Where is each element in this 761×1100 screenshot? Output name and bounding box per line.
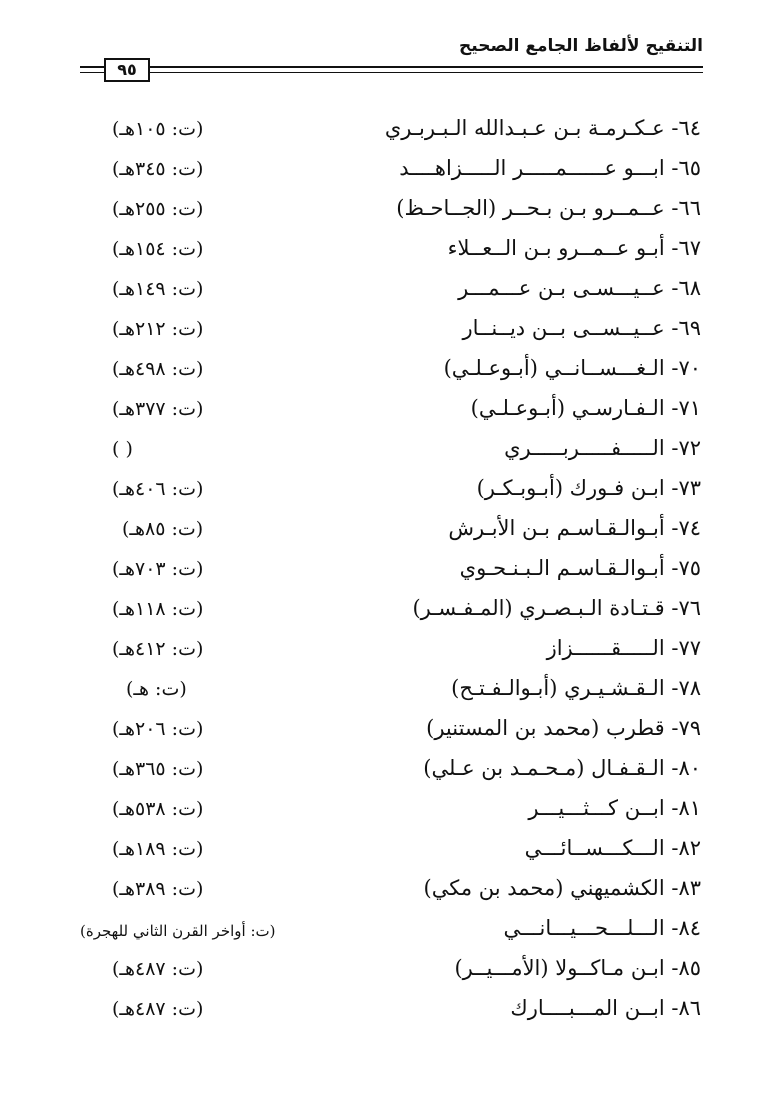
entry-name: ٨٦- ابــن المـــبــــارك [510, 996, 701, 1020]
header-rule-left-top [80, 66, 104, 68]
entry-date: (ت: ٢٥٥هـ) [112, 198, 204, 220]
entry-date: (ت: ٤٨٧هـ) [112, 958, 204, 980]
list-item [0, 516, 761, 546]
running-header-title: التنقيح لألفاظ الجامع الصحيح [459, 36, 703, 56]
header-rule-top [150, 66, 703, 68]
list-item [0, 716, 761, 746]
entry-date: (ت: هـ) [126, 678, 187, 700]
list-item [0, 796, 761, 826]
list-item [0, 996, 761, 1026]
list-item [0, 916, 761, 946]
entry-date: (ت: ١٥٤هـ) [112, 238, 204, 260]
entry-name: ٧٤- أبـوالـقـاسـم بـن الأبـرش [448, 516, 701, 540]
entry-date: (ت: ٣٦٥هـ) [112, 758, 204, 780]
entry-name: ٦٩- عــيــســى بــن ديــنــار [462, 316, 701, 340]
list-item [0, 836, 761, 866]
entry-date: (ت: ٣٨٩هـ) [112, 878, 204, 900]
list-item [0, 396, 761, 426]
entry-name: ٧٣- ابـن فـورك (أبـوبـكـر) [476, 476, 701, 500]
header-rule-left-bottom [80, 72, 104, 73]
entry-date: (ت: ٨٥هـ) [122, 518, 204, 540]
entry-name: ٨١- ابــن كـــثـــيـــر [528, 796, 701, 820]
entry-date: (ت: ١١٨هـ) [112, 598, 204, 620]
entry-name: ٦٧- أبـو عــمــرو بـن الــعــلاء [447, 236, 701, 260]
entry-name: ٨٣- الكشميهني (محمد بن مكي) [423, 876, 701, 900]
list-item [0, 196, 761, 226]
list-item [0, 316, 761, 346]
entry-date: (ت: أواخر القرن الثاني للهجرة) [80, 922, 276, 940]
list-item [0, 156, 761, 186]
entry-date: (ت: ٤٩٨هـ) [112, 358, 204, 380]
entry-name: ٨٥- ابـن مـاكــولا (الأمـــيــر) [454, 956, 701, 980]
entry-date: (ت: ١٤٩هـ) [112, 278, 204, 300]
list-item [0, 276, 761, 306]
entry-name: ٧٦- قـتـادة الـبـصـري (المـفـسـر) [412, 596, 701, 620]
list-item [0, 596, 761, 626]
list-item [0, 476, 761, 506]
list-item [0, 236, 761, 266]
entry-date: (ت: ٣٧٧هـ) [112, 398, 204, 420]
list-item [0, 956, 761, 986]
entry-name: ٧٧- الـــــقــــــزاز [546, 636, 701, 660]
list-item [0, 876, 761, 906]
entry-date: (ت: ٤٨٧هـ) [112, 998, 204, 1020]
entry-name: ٧٩- قطرب (محمد بن المستنير) [426, 716, 701, 740]
entry-name: ٧٥- أبـوالـقـاسـم الـبـنـحـوي [459, 556, 701, 580]
entry-date: (ت: ٥٣٨هـ) [112, 798, 204, 820]
entry-name: ٨٠- الـقـفـال (مـحـمـد بن عـلي) [423, 756, 701, 780]
entry-name: ٦٥- ابـــو عــــــمـــــر الـــــزاهــــد [399, 156, 701, 180]
list-item [0, 636, 761, 666]
list-item [0, 556, 761, 586]
entry-date: (ت: ٤١٢هـ) [112, 638, 204, 660]
entry-name: ٦٦- عــمــرو بـن بـحــر (الجــاحـظ) [396, 196, 701, 220]
entry-date: (ت: ٤٠٦هـ) [112, 478, 204, 500]
entry-name: ٧٠- الـغـــســانــي (أبـوعـلـي) [443, 356, 701, 380]
entry-name: ٧٢- الـــــفـــــربـــــري [504, 436, 701, 460]
list-item [0, 756, 761, 786]
entry-name: ٧٨- الـقـشـيـري (أبـوالـفـتـح) [451, 676, 701, 700]
entry-date: (ت: ٣٤٥هـ) [112, 158, 204, 180]
page-number: ٩٥ [104, 58, 150, 82]
entry-name: ٨٢- الـــكـــســائـــي [524, 836, 701, 860]
list-item [0, 356, 761, 386]
list-item [0, 436, 761, 466]
entry-date: (ت: ٢١٢هـ) [112, 318, 204, 340]
entry-date: ( ) [112, 438, 133, 460]
entry-date: (ت: ٢٠٦هـ) [112, 718, 204, 740]
list-item [0, 676, 761, 706]
entry-name: ٦٤- عـكـرمـة بـن عـبـدالله الـبـربـري [384, 116, 701, 140]
entry-name: ٦٨- عــيـــسـى بـن عـــمـــر [458, 276, 701, 300]
entry-date: (ت: ٧٠٣هـ) [112, 558, 204, 580]
list-item [0, 116, 761, 146]
header-rule-bottom [150, 72, 703, 73]
entry-name: ٧١- الـفـارسـي (أبـوعـلـي) [470, 396, 701, 420]
entry-date: (ت: ١٨٩هـ) [112, 838, 204, 860]
entry-name: ٨٤- الـــلـــحـــيـــانـــي [503, 916, 701, 940]
entry-date: (ت: ١٠٥هـ) [112, 118, 204, 140]
